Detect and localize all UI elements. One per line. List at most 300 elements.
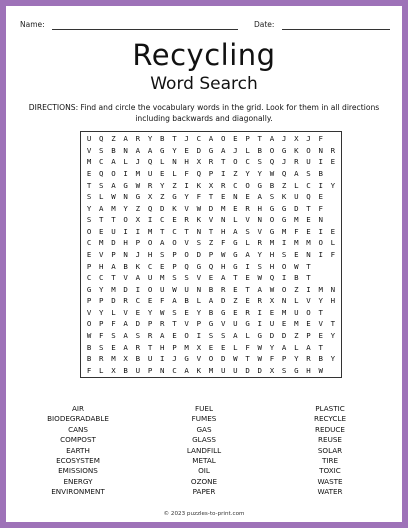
grid-letter[interactable]: I (257, 319, 262, 329)
grid-letter[interactable]: V (220, 319, 226, 329)
grid-letter[interactable]: T (245, 354, 250, 364)
grid-letter[interactable]: G (220, 307, 226, 317)
grid-letter[interactable]: G (245, 319, 250, 329)
grid-letter[interactable]: S (281, 249, 287, 259)
grid-letter[interactable]: H (257, 203, 262, 213)
grid-letter[interactable]: E (147, 296, 153, 306)
grid-letter[interactable]: N (123, 192, 128, 202)
grid-letter[interactable]: Y (184, 192, 189, 202)
grid-letter[interactable]: T (233, 273, 238, 283)
grid-letter[interactable]: A (160, 238, 165, 248)
grid-letter[interactable]: M (184, 342, 189, 352)
grid-letter[interactable]: G (160, 145, 165, 155)
grid-letter[interactable]: I (318, 180, 323, 190)
grid-letter[interactable]: P (99, 296, 104, 306)
grid-letter[interactable]: Z (208, 238, 214, 248)
grid-letter[interactable]: W (257, 273, 262, 283)
grid-letter[interactable]: U (294, 192, 299, 202)
grid-letter[interactable]: E (330, 157, 336, 167)
grid-letter[interactable]: W (172, 284, 177, 294)
grid-letter[interactable]: O (123, 215, 128, 225)
grid-letter[interactable]: A (123, 330, 128, 340)
grid-letter[interactable]: M (86, 157, 92, 167)
grid-letter[interactable]: L (245, 145, 250, 155)
grid-letter[interactable]: L (245, 330, 250, 340)
grid-letter[interactable]: X (294, 134, 299, 144)
grid-letter[interactable]: A (306, 342, 311, 352)
grid-letter[interactable]: Q (269, 273, 275, 283)
grid-letter[interactable]: P (208, 168, 214, 178)
grid-letter[interactable]: K (196, 215, 202, 225)
grid-letter[interactable]: N (123, 249, 128, 259)
grid-letter[interactable]: A (257, 284, 262, 294)
grid-letter[interactable]: W (318, 365, 323, 375)
grid-letter[interactable]: L (111, 307, 116, 317)
grid-letter[interactable]: T (147, 342, 153, 352)
grid-letter[interactable]: H (147, 249, 153, 259)
grid-letter[interactable]: U (269, 319, 275, 329)
grid-letter[interactable]: T (86, 180, 92, 190)
grid-letter[interactable]: M (281, 307, 287, 317)
grid-letter[interactable]: G (294, 365, 299, 375)
grid-letter[interactable]: I (220, 168, 226, 178)
grid-letter[interactable]: X (111, 365, 116, 375)
grid-letter[interactable]: E (306, 215, 311, 225)
grid-letter[interactable]: D (196, 249, 202, 259)
grid-letter[interactable]: G (135, 192, 141, 202)
grid-letter[interactable]: F (245, 342, 250, 352)
grid-letter[interactable]: U (220, 365, 226, 375)
grid-letter[interactable]: G (257, 330, 262, 340)
grid-letter[interactable]: D (220, 354, 226, 364)
grid-letter[interactable]: N (257, 215, 262, 225)
grid-letter[interactable]: F (294, 226, 299, 236)
grid-letter[interactable]: B (318, 168, 323, 178)
grid-letter[interactable]: I (123, 168, 128, 178)
grid-letter[interactable]: E (233, 134, 238, 144)
grid-letter[interactable]: Z (160, 192, 165, 202)
grid-letter[interactable]: N (172, 157, 177, 167)
grid-letter[interactable]: V (184, 203, 189, 213)
grid-letter[interactable]: I (184, 180, 189, 190)
grid-letter[interactable]: X (208, 180, 214, 190)
grid-letter[interactable]: L (330, 238, 336, 248)
grid-letter[interactable]: B (160, 134, 165, 144)
grid-letter[interactable]: C (86, 273, 92, 283)
grid-letter[interactable] (327, 341, 339, 353)
grid-letter[interactable]: I (196, 330, 202, 340)
grid-letter[interactable] (327, 168, 339, 180)
grid-letter[interactable]: Q (99, 168, 104, 178)
grid-letter[interactable]: P (245, 134, 250, 144)
grid-letter[interactable]: O (233, 157, 238, 167)
grid-letter[interactable] (315, 272, 327, 284)
grid-letter[interactable]: Z (281, 180, 287, 190)
grid-letter[interactable]: H (220, 261, 226, 271)
grid-letter[interactable]: X (147, 192, 153, 202)
grid-letter[interactable]: K (135, 261, 141, 271)
grid-letter[interactable]: E (294, 249, 299, 259)
grid-letter[interactable]: U (147, 354, 153, 364)
grid-letter[interactable]: B (184, 296, 189, 306)
grid-letter[interactable]: M (147, 226, 153, 236)
grid-letter[interactable]: D (111, 238, 116, 248)
grid-letter[interactable]: G (233, 238, 238, 248)
grid-letter[interactable]: U (184, 284, 189, 294)
grid-letter[interactable]: G (86, 284, 92, 294)
grid-letter[interactable]: W (269, 168, 275, 178)
grid-letter[interactable]: V (196, 273, 202, 283)
grid-letter[interactable]: X (269, 296, 275, 306)
grid-letter[interactable]: P (172, 342, 177, 352)
grid-letter[interactable]: Y (160, 180, 165, 190)
grid-letter[interactable]: S (269, 192, 275, 202)
grid-letter[interactable] (327, 272, 339, 284)
grid-letter[interactable]: E (306, 319, 311, 329)
grid-letter[interactable]: S (86, 192, 92, 202)
grid-letter[interactable]: M (208, 365, 214, 375)
grid-letter[interactable]: S (184, 273, 189, 283)
grid-letter[interactable]: E (135, 307, 141, 317)
grid-letter[interactable]: S (257, 157, 262, 167)
grid-letter[interactable]: G (233, 249, 238, 259)
grid-letter[interactable] (327, 133, 339, 145)
grid-letter[interactable]: L (294, 180, 299, 190)
grid-letter[interactable]: I (257, 307, 262, 317)
grid-letter[interactable]: N (318, 145, 323, 155)
grid-letter[interactable]: N (196, 226, 202, 236)
grid-letter[interactable]: R (330, 145, 336, 155)
grid-letter[interactable]: V (208, 215, 214, 225)
grid-letter[interactable]: A (233, 330, 238, 340)
grid-letter[interactable]: O (86, 226, 92, 236)
grid-letter[interactable]: A (123, 134, 128, 144)
grid-letter[interactable]: T (172, 134, 177, 144)
grid-letter[interactable]: R (147, 180, 153, 190)
grid-letter[interactable]: B (86, 354, 92, 364)
grid-letter[interactable]: Y (294, 354, 299, 364)
name-field[interactable] (52, 29, 238, 30)
grid-letter[interactable]: O (147, 238, 153, 248)
grid-letter[interactable]: S (245, 226, 250, 236)
grid-letter[interactable]: D (111, 296, 116, 306)
grid-letter[interactable]: U (233, 319, 238, 329)
grid-letter[interactable]: R (245, 203, 250, 213)
grid-letter[interactable]: P (135, 238, 141, 248)
grid-letter[interactable]: Z (233, 168, 238, 178)
grid-letter[interactable]: F (111, 319, 116, 329)
grid-letter[interactable]: X (196, 157, 202, 167)
grid-letter[interactable]: N (318, 215, 323, 225)
grid-letter[interactable]: V (184, 319, 189, 329)
grid-letter[interactable]: O (184, 249, 189, 259)
grid-letter[interactable]: E (86, 249, 92, 259)
grid-letter[interactable]: W (269, 284, 275, 294)
grid-letter[interactable]: I (306, 284, 311, 294)
grid-letter[interactable]: Y (330, 330, 336, 340)
grid-letter[interactable]: S (281, 365, 287, 375)
grid-letter[interactable]: Q (208, 261, 214, 271)
grid-letter[interactable]: Q (147, 203, 153, 213)
grid-letter[interactable]: T (208, 226, 214, 236)
grid-letter[interactable]: Y (123, 203, 128, 213)
grid-letter[interactable]: A (123, 342, 128, 352)
grid-letter[interactable]: O (245, 180, 250, 190)
grid-letter[interactable]: A (184, 365, 189, 375)
grid-letter[interactable]: V (123, 307, 128, 317)
grid-letter[interactable]: O (220, 134, 226, 144)
grid-letter[interactable] (327, 202, 339, 214)
grid-letter[interactable]: T (245, 284, 250, 294)
grid-letter[interactable]: G (257, 180, 262, 190)
grid-letter[interactable]: S (111, 330, 116, 340)
grid-letter[interactable]: L (123, 157, 128, 167)
grid-letter[interactable]: O (184, 330, 189, 340)
grid-letter[interactable]: W (220, 249, 226, 259)
grid-letter[interactable]: K (196, 180, 202, 190)
grid-letter[interactable]: A (220, 145, 226, 155)
grid-letter[interactable]: S (306, 168, 311, 178)
grid-letter[interactable]: J (306, 134, 311, 144)
grid-letter[interactable]: G (196, 261, 202, 271)
grid-letter[interactable]: E (172, 215, 177, 225)
grid-letter[interactable]: O (147, 284, 153, 294)
grid-letter[interactable]: V (86, 145, 92, 155)
grid-letter[interactable]: T (318, 342, 323, 352)
grid-letter[interactable]: P (147, 365, 153, 375)
grid-letter[interactable]: F (318, 203, 323, 213)
grid-letter[interactable]: L (160, 157, 165, 167)
grid-letter[interactable]: G (281, 203, 287, 213)
grid-letter[interactable]: L (99, 365, 104, 375)
grid-letter[interactable]: L (294, 296, 299, 306)
grid-letter[interactable]: E (86, 168, 92, 178)
grid-letter[interactable]: S (257, 261, 262, 271)
grid-letter[interactable]: G (269, 203, 275, 213)
grid-letter[interactable]: Y (99, 307, 104, 317)
grid-letter[interactable] (327, 364, 339, 376)
grid-letter[interactable]: F (184, 168, 189, 178)
grid-letter[interactable]: R (257, 238, 262, 248)
grid-letter[interactable]: A (111, 180, 116, 190)
grid-letter[interactable]: Q (196, 168, 202, 178)
grid-letter[interactable]: C (172, 226, 177, 236)
grid-letter[interactable]: F (220, 238, 226, 248)
grid-letter[interactable]: O (281, 284, 287, 294)
grid-letter[interactable]: Q (269, 157, 275, 167)
grid-letter[interactable]: A (160, 330, 165, 340)
grid-letter[interactable]: V (245, 215, 250, 225)
grid-letter[interactable]: N (220, 215, 226, 225)
grid-letter[interactable]: E (318, 330, 323, 340)
grid-letter[interactable]: F (99, 330, 104, 340)
grid-letter[interactable]: E (208, 342, 214, 352)
grid-letter[interactable]: F (330, 249, 336, 259)
grid-letter[interactable]: I (160, 354, 165, 364)
grid-letter[interactable]: W (160, 307, 165, 317)
grid-letter[interactable]: S (196, 238, 202, 248)
grid-letter[interactable]: B (208, 284, 214, 294)
grid-letter[interactable]: P (208, 249, 214, 259)
grid-letter[interactable]: V (99, 249, 104, 259)
grid-letter[interactable]: A (172, 296, 177, 306)
grid-letter[interactable]: T (306, 203, 311, 213)
grid-letter[interactable]: H (160, 342, 165, 352)
grid-letter[interactable]: R (160, 319, 165, 329)
grid-letter[interactable]: E (233, 307, 238, 317)
grid-letter[interactable]: B (318, 354, 323, 364)
grid-letter[interactable]: F (196, 192, 202, 202)
grid-letter[interactable]: W (257, 354, 262, 364)
grid-letter[interactable]: E (111, 342, 116, 352)
grid-letter[interactable]: S (135, 330, 141, 340)
grid-letter[interactable]: S (172, 307, 177, 317)
grid-letter[interactable]: M (160, 273, 165, 283)
grid-letter[interactable]: R (306, 354, 311, 364)
grid-letter[interactable]: T (111, 273, 116, 283)
grid-letter[interactable]: W (135, 180, 141, 190)
grid-letter[interactable]: P (281, 354, 287, 364)
grid-letter[interactable]: A (111, 261, 116, 271)
grid-letter[interactable]: N (123, 145, 128, 155)
grid-letter[interactable]: Q (184, 261, 189, 271)
grid-letter[interactable]: U (306, 157, 311, 167)
grid-letter[interactable]: R (208, 157, 214, 167)
grid-letter[interactable]: U (135, 365, 141, 375)
grid-letter[interactable]: Y (245, 168, 250, 178)
grid-letter[interactable]: D (257, 365, 262, 375)
grid-letter[interactable]: L (99, 192, 104, 202)
grid-letter[interactable]: V (306, 296, 311, 306)
grid-letter[interactable]: H (184, 157, 189, 167)
grid-letter[interactable]: H (306, 365, 311, 375)
grid-letter[interactable]: P (196, 319, 202, 329)
grid-letter[interactable]: P (172, 249, 177, 259)
grid-letter[interactable]: B (257, 145, 262, 155)
grid-letter[interactable]: Y (99, 284, 104, 294)
grid-letter[interactable]: T (318, 307, 323, 317)
grid-letter[interactable]: V (184, 238, 189, 248)
grid-letter[interactable]: A (220, 273, 226, 283)
grid-letter[interactable]: G (233, 261, 238, 271)
grid-letter[interactable]: R (257, 296, 262, 306)
grid-letter[interactable]: B (294, 273, 299, 283)
grid-letter[interactable]: Q (99, 134, 104, 144)
grid-letter[interactable]: N (196, 284, 202, 294)
grid-letter[interactable]: R (123, 296, 128, 306)
grid-letter[interactable]: Z (294, 330, 299, 340)
grid-letter[interactable]: Y (257, 249, 262, 259)
grid-letter[interactable]: S (208, 330, 214, 340)
grid-letter[interactable]: C (233, 180, 238, 190)
grid-letter[interactable]: L (172, 168, 177, 178)
grid-letter[interactable]: O (86, 319, 92, 329)
grid-letter[interactable]: I (318, 226, 323, 236)
grid-letter[interactable]: E (184, 145, 189, 155)
grid-letter[interactable]: E (233, 203, 238, 213)
grid-letter[interactable]: W (257, 342, 262, 352)
grid-letter[interactable]: V (257, 226, 262, 236)
grid-letter[interactable]: O (281, 261, 287, 271)
grid-letter[interactable]: T (306, 261, 311, 271)
grid-letter[interactable]: U (233, 365, 238, 375)
grid-letter[interactable]: U (294, 307, 299, 317)
grid-letter[interactable]: D (196, 145, 202, 155)
grid-letter[interactable]: W (196, 203, 202, 213)
grid-letter[interactable]: Y (257, 168, 262, 178)
grid-letter[interactable]: R (147, 330, 153, 340)
grid-letter[interactable]: Y (147, 134, 153, 144)
grid-letter[interactable]: T (208, 192, 214, 202)
grid-letter[interactable]: E (306, 226, 311, 236)
grid-letter[interactable]: C (172, 365, 177, 375)
grid-letter[interactable]: A (233, 226, 238, 236)
grid-letter[interactable]: G (172, 192, 177, 202)
grid-letter[interactable]: L (294, 342, 299, 352)
grid-letter[interactable]: I (281, 238, 287, 248)
grid-letter[interactable]: R (245, 307, 250, 317)
grid-letter[interactable]: Y (318, 296, 323, 306)
grid-letter[interactable]: T (220, 157, 226, 167)
grid-letter[interactable]: P (86, 261, 92, 271)
grid-letter[interactable]: A (135, 273, 141, 283)
grid-letter[interactable]: T (184, 226, 189, 236)
grid-letter[interactable]: M (111, 354, 116, 364)
grid-letter[interactable]: Y (330, 354, 336, 364)
grid-letter[interactable]: B (208, 307, 214, 317)
grid-letter[interactable]: G (123, 180, 128, 190)
grid-letter[interactable]: A (269, 134, 275, 144)
grid-letter[interactable]: L (233, 342, 238, 352)
grid-letter[interactable]: I (318, 157, 323, 167)
grid-letter[interactable]: P (147, 319, 153, 329)
grid-letter[interactable]: C (160, 215, 165, 225)
grid-letter[interactable]: S (172, 273, 177, 283)
grid-letter[interactable]: H (99, 261, 104, 271)
grid-letter[interactable]: E (172, 330, 177, 340)
grid-letter[interactable]: R (220, 284, 226, 294)
grid-letter[interactable]: B (86, 342, 92, 352)
grid-letter[interactable]: C (245, 157, 250, 167)
grid-letter[interactable]: Y (269, 342, 275, 352)
grid-letter[interactable]: C (147, 261, 153, 271)
grid-letter[interactable]: G (208, 145, 214, 155)
grid-letter[interactable]: Y (196, 307, 202, 317)
grid-letter[interactable]: K (172, 203, 177, 213)
grid-letter[interactable]: M (220, 203, 226, 213)
grid-letter[interactable]: X (269, 365, 275, 375)
grid-letter[interactable]: E (220, 342, 226, 352)
grid-letter[interactable]: H (269, 261, 275, 271)
grid-letter[interactable]: D (208, 203, 214, 213)
grid-letter[interactable]: I (123, 226, 128, 236)
grid-letter[interactable]: G (184, 354, 189, 364)
grid-letter[interactable]: J (135, 249, 141, 259)
grid-letter[interactable]: E (184, 307, 189, 317)
grid-letter[interactable]: Y (172, 145, 177, 155)
grid-letter[interactable]: D (123, 284, 128, 294)
grid-letter[interactable]: L (233, 215, 238, 225)
grid-letter[interactable]: C (135, 296, 141, 306)
grid-letter[interactable]: E (208, 273, 214, 283)
grid-letter[interactable]: D (281, 330, 287, 340)
grid-letter[interactable]: Z (233, 296, 238, 306)
grid-letter[interactable]: C (86, 238, 92, 248)
grid-letter[interactable]: D (269, 330, 275, 340)
grid-letter[interactable]: J (135, 157, 141, 167)
grid-letter[interactable]: R (294, 157, 299, 167)
date-field[interactable] (282, 29, 390, 30)
